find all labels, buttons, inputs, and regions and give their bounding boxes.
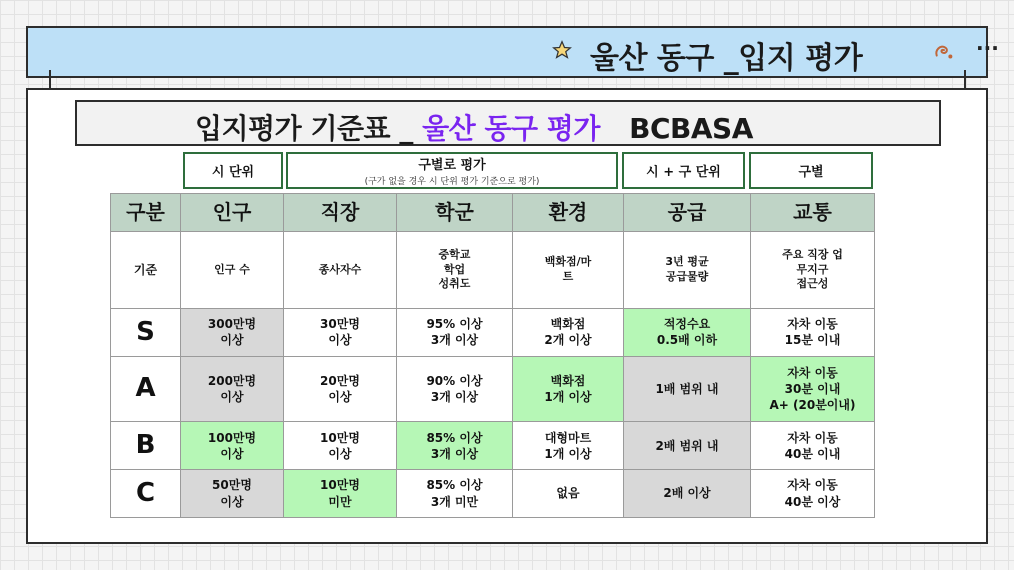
criteria-cell: 백화점/마 트 bbox=[513, 232, 624, 309]
heading bbox=[195, 107, 753, 147]
table-cell: 300만명 이상 bbox=[181, 308, 284, 356]
table-cell: 1배 범위 내 bbox=[624, 356, 751, 422]
header-category: 구분 bbox=[111, 194, 181, 232]
table-cell: 100만명 이상 bbox=[181, 422, 284, 470]
header-jobs: 직장 bbox=[284, 194, 397, 232]
heading-brand: BCBASA bbox=[629, 112, 753, 145]
heading-part1: 입지평가 기준표 _ bbox=[195, 112, 413, 145]
criteria-cell: 중학교 학업 성취도 bbox=[397, 232, 513, 309]
unit-box-note: (구가 없을 경우 시 단위 평가 기준으로 평가) bbox=[364, 177, 540, 187]
star-icon bbox=[552, 40, 572, 60]
header-school: 학군 bbox=[397, 194, 513, 232]
table-cell: 2배 범위 내 bbox=[624, 422, 751, 470]
table-cell: 90% 이상 3개 이상 bbox=[397, 356, 513, 422]
criteria-row bbox=[111, 232, 875, 309]
unit-box-by-district bbox=[749, 152, 873, 189]
heading-accent: 울산 동구 평가 bbox=[422, 112, 600, 145]
table-cell: 95% 이상 3개 이상 bbox=[397, 308, 513, 356]
title-bar bbox=[26, 26, 999, 78]
table-row bbox=[111, 422, 875, 470]
heading-box bbox=[75, 100, 941, 146]
table-row bbox=[111, 470, 875, 518]
grade-label: B bbox=[111, 422, 181, 470]
table-cell: 백화점 2개 이상 bbox=[513, 308, 624, 356]
table-cell: 자차 이동 40분 이내 bbox=[751, 422, 875, 470]
table-cell: 대형마트 1개 이상 bbox=[513, 422, 624, 470]
header-supply: 공급 bbox=[624, 194, 751, 232]
more-icon[interactable]: ··· bbox=[976, 36, 999, 60]
table-cell: 85% 이상 3개 이상 bbox=[397, 422, 513, 470]
table-cell: 자차 이동 15분 이내 bbox=[751, 308, 875, 356]
table-cell: 적정수요 0.5배 이하 bbox=[624, 308, 751, 356]
table-cell: 10만명 이상 bbox=[284, 422, 397, 470]
criteria-label: 기준 bbox=[111, 232, 181, 309]
table-header-row bbox=[111, 194, 875, 232]
criteria-cell: 주요 직장 업 무지구 접근성 bbox=[751, 232, 875, 309]
header-environment: 환경 bbox=[513, 194, 624, 232]
unit-box-label: 시 + 구 단위 bbox=[646, 165, 721, 180]
criteria-cell: 인구 수 bbox=[181, 232, 284, 309]
table-cell: 자차 이동 30분 이내 A+ (20분이내) bbox=[751, 356, 875, 422]
criteria-cell: 3년 평균 공급물량 bbox=[624, 232, 751, 309]
table-cell: 자차 이동 40분 이상 bbox=[751, 470, 875, 518]
grade-label: S bbox=[111, 308, 181, 356]
table-cell: 50만명 이상 bbox=[181, 470, 284, 518]
header-transport: 교통 bbox=[751, 194, 875, 232]
grade-label: C bbox=[111, 470, 181, 518]
criteria-cell: 종사자수 bbox=[284, 232, 397, 309]
unit-box-label: 시 단위 bbox=[211, 165, 255, 180]
table-cell: 30만명 이상 bbox=[284, 308, 397, 356]
unit-box-district bbox=[286, 152, 618, 189]
table-cell: 없음 bbox=[513, 470, 624, 518]
table-cell: 2배 이상 bbox=[624, 470, 751, 518]
table-cell: 20만명 이상 bbox=[284, 356, 397, 422]
page-title: 울산 동구 _입지 평가 bbox=[590, 41, 863, 76]
table-cell: 10만명 미만 bbox=[284, 470, 397, 518]
grade-label: A bbox=[111, 356, 181, 422]
table-cell: 200만명 이상 bbox=[181, 356, 284, 422]
swirl-icon bbox=[933, 41, 955, 61]
table-cell: 85% 이상 3개 미만 bbox=[397, 470, 513, 518]
table-row bbox=[111, 356, 875, 422]
unit-box-label: 구별 bbox=[798, 165, 824, 180]
table-cell: 백화점 1개 이상 bbox=[513, 356, 624, 422]
unit-box-city-district bbox=[622, 152, 745, 189]
table-row bbox=[111, 308, 875, 356]
evaluation-table bbox=[110, 193, 875, 518]
unit-box-city bbox=[183, 152, 283, 189]
header-population: 인구 bbox=[181, 194, 284, 232]
unit-box-label: 구별로 평가 bbox=[418, 158, 486, 173]
